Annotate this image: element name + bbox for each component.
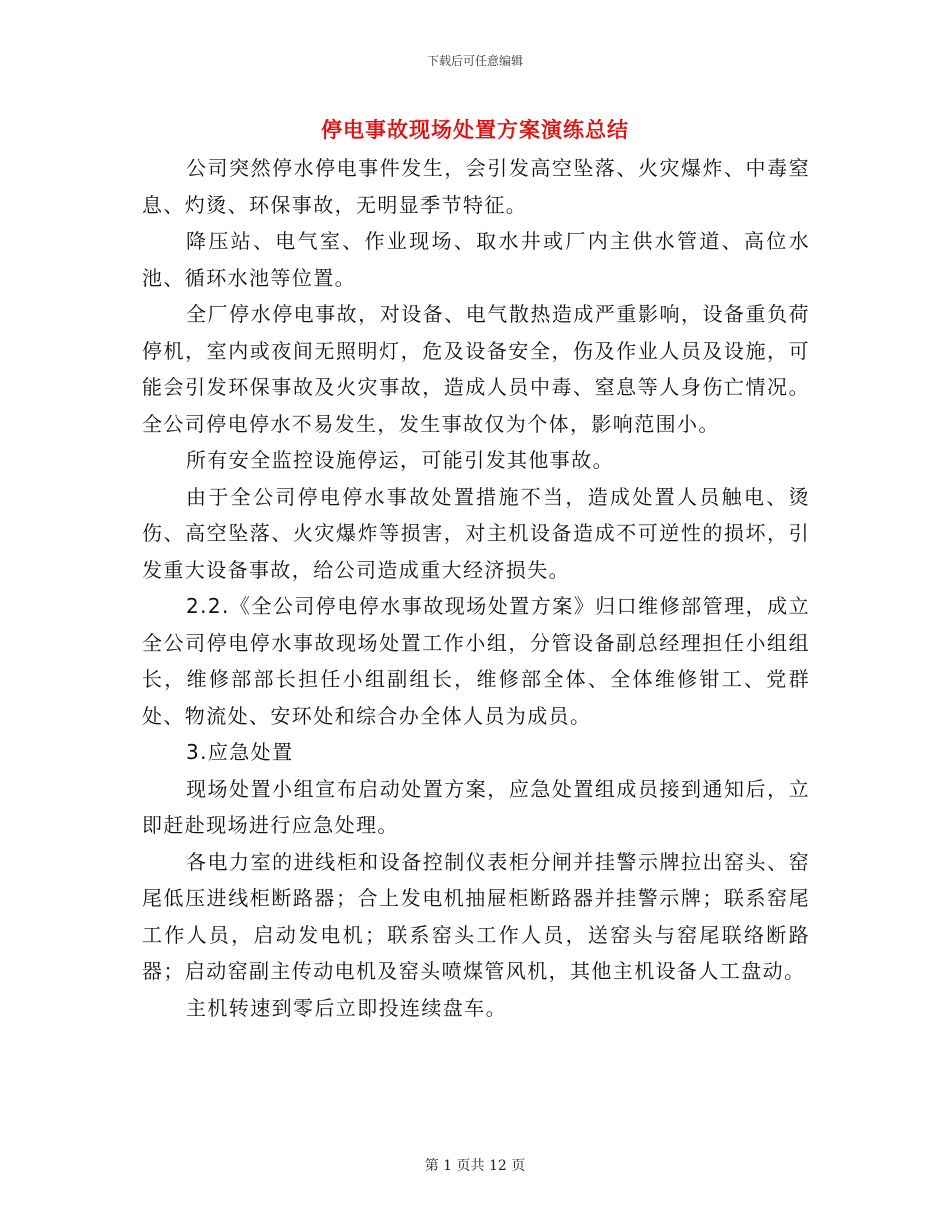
paragraph: 所有安全监控设施停运，可能引发其他事故。: [186, 448, 614, 472]
section-heading: 3.应急处置: [186, 740, 294, 764]
paragraph: 主机转速到零后立即投连续盘车。: [186, 995, 507, 1020]
document-body: [142, 150, 810, 1026]
paragraph: 现场处置小组宣布启动处置方案，应急处置组成员接到通知后，立即赶赴现场进行应急处理。: [142, 776, 810, 837]
paragraph: 公司突然停水停电事件发生，会引发高空坠落、火灾爆炸、中毒窒息、灼烫、环保事故，无明显季节特征。: [142, 156, 810, 217]
page-footer: [0, 1155, 950, 1175]
paragraph: 2.2.《全公司停电停水事故现场处置方案》归口维修部管理，成立全公司停电停水事故现场处置工作小组，分管设备副总经理担任小组组长，维修部部长担任小组副组长，维修部全体、全体维修钳工、党群处、物流处、安环处和综合办全体人员为成员。: [142, 594, 810, 728]
paragraph: 由于全公司停电停水事故处置措施不当，造成处置人员触电、烫伤、高空坠落、火灾爆炸等损害，对主机设备造成不可逆性的损坏，引发重大设备事故，给公司造成重大经济损失。: [142, 484, 810, 582]
paragraph: 各电力室的进线柜和设备控制仪表柜分闸并挂警示牌拉出窑头、窑尾低压进线柜断路器；合上发电机抽屉柜断路器并挂警示牌；联系窑尾工作人员，启动发电机；联系窑头工作人员，送窑头与窑尾联络断路器；启动窑副主传动电机及窑头喷煤管风机，其他主机设备人工盘动。: [142, 849, 810, 983]
paragraph: 全厂停水停电事故，对设备、电气散热造成严重影响，设备重负荷停机，室内或夜间无照明灯，危及设备安全，伤及作业人员及设施，可能会引发环保事故及火灾事故，造成人员中毒、窒息等人身伤亡情况。全公司停电停水不易发生，发生事故仅为个体，影响范围小。: [142, 302, 810, 436]
page-number-label: 第 1 页共 12 页: [424, 1158, 526, 1174]
document-title: 停电事故现场处置方案演练总结: [321, 118, 629, 142]
paragraph: 降压站、电气室、作业现场、取水井或厂内主供水管道、高位水池、循环水池等位置。: [142, 229, 810, 290]
header-note: 下载后可任意编辑: [426, 54, 523, 68]
